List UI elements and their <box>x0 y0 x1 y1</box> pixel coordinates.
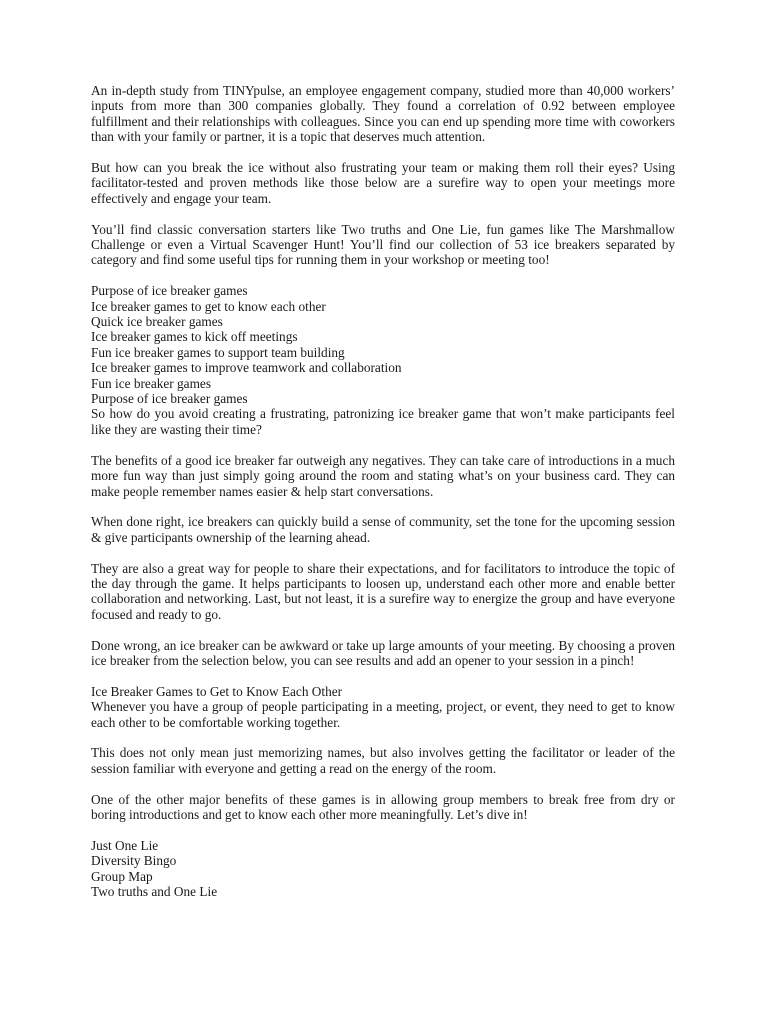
intro-paragraph-2: But how can you break the ice without also frustrating your team or making them roll their eyes? Using facilitator-tested and proven methods like those below are a surefire way to open your meetings more effectively and engage your team. <box>91 160 675 206</box>
know-each-other-paragraph-1: Whenever you have a group of people participating in a meeting, project, or event, they need to get to know each other to be comfortable working together. <box>91 699 675 730</box>
section-heading-purpose: Purpose of ice breaker games <box>91 391 248 407</box>
document-page <box>91 83 675 899</box>
list-item: Group Map <box>91 868 153 884</box>
purpose-paragraph-2: The benefits of a good ice breaker far outweigh any negatives. They can take care of introductions in a much more fun way than just simply going around the room and stating what’s on your business card. They can make people remember names easier & help start conversations. <box>91 452 675 499</box>
purpose-paragraph-1: So how do you avoid creating a frustrating, patronizing ice breaker game that won’t make participants feel like they are wasting their time? <box>91 406 675 437</box>
list-item: Two truths and One Lie <box>91 883 218 899</box>
intro-paragraph-3: You’ll find classic conversation starters like Two truths and One Lie, fun games like The Marshmallow Challenge or even a Virtual Scavenger Hunt! You’ll find our collection of 53 ice breakers separated by category and find some useful tips for running them in your workshop or meeting too! <box>91 221 675 268</box>
toc-item: Ice breaker games to improve teamwork and collaboration <box>91 360 402 376</box>
toc-item: Ice breaker games to get to know each other <box>91 298 326 314</box>
intro-paragraph-1: An in-depth study from TINYpulse, an employee engagement company, studied more than 40,000 workers’ inputs from more than 300 companies globally. They found a correlation of 0.92 between employee fulfillment and their relationships with colleagues. Since you can end up spending more time with coworkers than with your family or partner, it is a topic that deserves much attention. <box>91 83 675 145</box>
toc-item: Ice breaker games to kick off meetings <box>91 329 298 345</box>
section-heading-know-each-other: Ice Breaker Games to Get to Know Each Other <box>91 683 343 699</box>
purpose-paragraph-3: When done right, ice breakers can quickly build a sense of community, set the tone for the upcoming session & give participants ownership of the learning ahead. <box>91 514 675 545</box>
know-each-other-paragraph-3: One of the other major benefits of these games is in allowing group members to break free from dry or boring introductions and get to know each other more meaningfully. Let’s dive in! <box>91 791 675 822</box>
know-each-other-paragraph-2: This does not only mean just memorizing names, but also involves getting the facilitator or leader of the session familiar with everyone and getting a read on the energy of the room. <box>91 745 675 776</box>
table-of-contents <box>91 283 675 406</box>
list-item: Diversity Bingo <box>91 853 177 869</box>
games-list <box>91 838 675 900</box>
list-item: Just One Lie <box>91 837 159 853</box>
purpose-paragraph-5: Done wrong, an ice breaker can be awkward or take up large amounts of your meeting. By choosing a proven ice breaker from the selection below, you can see results and add an opener to your session in a pinch! <box>91 637 675 668</box>
toc-item: Fun ice breaker games <box>91 375 211 391</box>
toc-item: Quick ice breaker games <box>91 314 223 330</box>
toc-item: Fun ice breaker games to support team building <box>91 344 345 360</box>
toc-item: Purpose of ice breaker games <box>91 283 248 299</box>
purpose-paragraph-4: They are also a great way for people to share their expectations, and for facilitators to introduce the topic of the day through the game. It helps participants to loosen up, understand each other more and enable better collaboration and networking. Last, but not least, it is a surefire way to energize the group and have everyone focused and ready to go. <box>91 560 675 622</box>
